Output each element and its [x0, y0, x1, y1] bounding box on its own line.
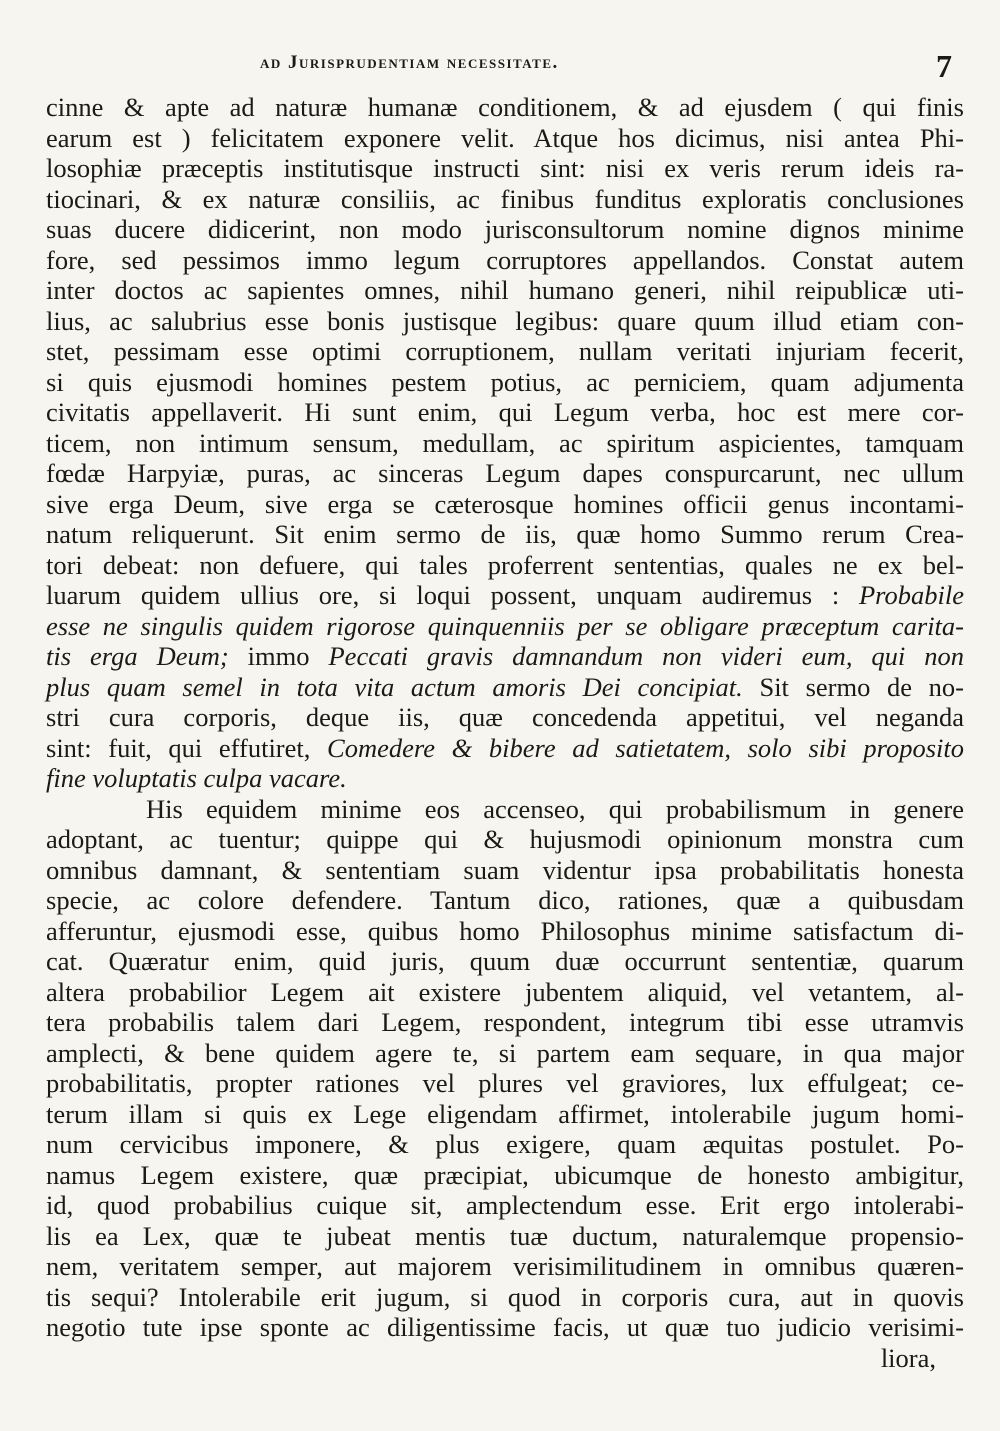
text-line: [46, 763, 964, 794]
text-line: [46, 153, 964, 184]
text-line: [46, 306, 964, 337]
text-segment: His equidem minime eos accenseo, qui probabilismum in genere: [146, 793, 964, 824]
text-segment: tera probabilis talem dari Legem, respondent, integrum tibi esse utramvis: [46, 1007, 964, 1037]
paragraph-1: [46, 92, 964, 794]
italic-text-segment: Comedere & bibere ad satietatem, solo sibi proposito: [327, 732, 965, 763]
text-line: [46, 1221, 964, 1252]
text-line: [46, 489, 964, 520]
text-segment: probabilitatis, propter rationes vel plures vel graviores, lux effulgeat; ce-: [46, 1068, 964, 1098]
text-line: [46, 946, 964, 977]
catchword: liora,: [880, 1342, 936, 1373]
text-segment: natum reliquerunt. Sit enim sermo de iis, quæ homo Summo rerum Crea-: [46, 519, 964, 549]
text-line: [46, 977, 964, 1008]
text-segment: sive erga Deum, sive erga se cæterosque homines officii genus incontami-: [46, 488, 964, 519]
text-line: [46, 428, 964, 459]
text-line: [46, 855, 964, 886]
text-segment: stri cura corporis, deque iis, quæ concedenda appetitui, vel neganda: [46, 702, 964, 732]
text-line: [46, 1038, 964, 1069]
text-line: [46, 733, 964, 764]
running-title: ad Jurisprudentiam necessitate.: [260, 52, 559, 73]
paragraph-2: [46, 794, 964, 1343]
text-segment: negotio tute ipse sponte ac diligentissime facis, ut quæ tuo judicio verisimi-: [46, 1312, 964, 1342]
text-line: [46, 245, 964, 276]
text-line: [46, 611, 964, 642]
running-head: [0, 48, 1000, 88]
text-line: [46, 397, 964, 428]
text-line: [46, 519, 964, 550]
text-segment: lius, ac salubrius esse bonis justisque legibus: quare quum illud etiam con-: [46, 305, 964, 336]
text-segment: immo: [228, 641, 329, 671]
text-line: [46, 1282, 964, 1313]
text-segment: specie, ac colore defendere. Tantum dico, rationes, quæ a quibusdam: [46, 885, 964, 915]
text-line: [46, 1251, 964, 1282]
text-segment: si quis ejusmodi homines pestem potius, ac perniciem, quam adjumenta: [46, 366, 964, 397]
text-line: [46, 184, 964, 215]
italic-text-segment: Peccati gravis damnandum non videri eum, qui non: [328, 641, 965, 671]
text-line: [46, 92, 964, 123]
text-line: [46, 794, 964, 825]
text-line: [46, 458, 964, 489]
text-segment: tori debeat: non defuere, qui tales proferrent sententias, quales ne ex bel-: [46, 549, 964, 580]
italic-text-segment: Probabile: [858, 580, 964, 610]
text-line: [46, 672, 964, 703]
text-segment: inter doctos ac sapientes omnes, nihil humano generi, nihil reipublicæ uti-: [46, 275, 964, 305]
text-segment: stet, pessimam esse optimi corruptionem, nullam veritati injuriam fecerit,: [46, 336, 964, 366]
text-line: [46, 824, 964, 855]
italic-text-segment: tis erga Deum;: [46, 641, 229, 671]
italic-text-segment: plus quam semel in tota vita actum amoris Dei concipiat.: [46, 671, 743, 702]
text-line: [46, 1068, 964, 1099]
page-number: 7: [936, 48, 952, 84]
text-line: [46, 123, 964, 154]
text-segment: suas ducere didicerint, non modo jurisconsultorum nomine dignos minime: [46, 214, 964, 244]
text-line: [46, 275, 964, 306]
text-segment: terum illam si quis ex Lege eligendam affirmet, intolerabile jugum homi-: [46, 1098, 964, 1129]
text-segment: cat. Quæratur enim, quid juris, quum duæ occurrunt sententiæ, quarum: [46, 946, 964, 976]
text-segment: cinne & apte ad naturæ humanæ conditionem, & ad ejusdem ( qui finis: [46, 92, 964, 122]
text-segment: tiocinari, & ex naturæ consiliis, ac finibus funditus exploratis conclusiones: [46, 183, 964, 214]
text-segment: altera probabilior Legem ait existere jubentem aliquid, vel vetantem, al-: [46, 976, 964, 1007]
text-line: [46, 214, 964, 245]
text-line: [46, 550, 964, 581]
text-segment: tis sequi? Intolerabile erit jugum, si quod in corporis cura, aut in quovis: [46, 1281, 964, 1312]
text-segment: ticem, non intimum sensum, medullam, ac spiritum aspicientes, tamquam: [46, 427, 964, 458]
text-segment: nem, veritatem semper, aut majorem verisimilitudinem in omnibus quæren-: [46, 1251, 964, 1281]
text-segment: earum est ) felicitatem exponere velit. Atque hos dicimus, nisi antea Phi-: [46, 122, 964, 153]
text-segment: namus Legem existere, quæ præcipiat, ubicumque de honesto ambigitur,: [46, 1159, 964, 1190]
text-segment: losophiæ præceptis institutisque instructi sint: nisi ex veris rerum ideis ra-: [46, 153, 964, 183]
text-segment: lis ea Lex, quæ te jubeat mentis tuæ ductum, naturalemque propensio-: [46, 1220, 964, 1251]
text-line: [46, 1099, 964, 1130]
italic-text-segment: fine voluptatis culpa vacare.: [46, 763, 347, 793]
text-line: [46, 1160, 964, 1191]
text-segment: num cervicibus imponere, & plus exigere, quam æquitas postulet. Po-: [46, 1129, 964, 1159]
body-text: [46, 92, 964, 1373]
text-segment: Sit sermo de no-: [742, 671, 964, 702]
text-segment: luarum quidem ullius ore, si loqui possent, unquam audiremus :: [46, 580, 859, 610]
text-line: [46, 1129, 964, 1160]
text-line: [46, 1312, 964, 1343]
italic-text-segment: esse ne singulis quidem rigorose quinquenniis per se obligare præceptum carita-: [46, 610, 964, 641]
text-segment: id, quod probabilius cuique sit, amplectendum esse. Erit ergo intolerabi-: [46, 1190, 964, 1220]
text-segment: adoptant, ac tuentur; quippe qui & hujusmodi opinionum monstra cum: [46, 824, 964, 854]
text-line: [46, 916, 964, 947]
text-line: [46, 1007, 964, 1038]
text-line: [46, 336, 964, 367]
text-segment: fœdæ Harpyiæ, puras, ac sinceras Legum dapes conspurcarunt, nec ullum: [46, 458, 964, 488]
text-line: [46, 580, 964, 611]
text-line: [46, 885, 964, 916]
text-line: [46, 367, 964, 398]
text-line: [46, 702, 964, 733]
text-segment: afferuntur, ejusmodi esse, quibus homo Philosophus minime satisfactum di-: [46, 915, 964, 946]
text-segment: omnibus damnant, & sententiam suam videntur ipsa probabilitatis honesta: [46, 854, 964, 885]
text-segment: sint: fuit, qui effutiret,: [46, 732, 328, 763]
text-line: [46, 1190, 964, 1221]
text-segment: civitatis appellaverit. Hi sunt enim, qui Legum verba, hoc est mere cor-: [46, 397, 964, 427]
text-line: [46, 641, 964, 672]
text-segment: fore, sed pessimos immo legum corruptores appellandos. Constat autem: [46, 244, 964, 275]
text-segment: amplecti, & bene quidem agere te, si partem eam sequare, in qua major: [46, 1037, 964, 1068]
